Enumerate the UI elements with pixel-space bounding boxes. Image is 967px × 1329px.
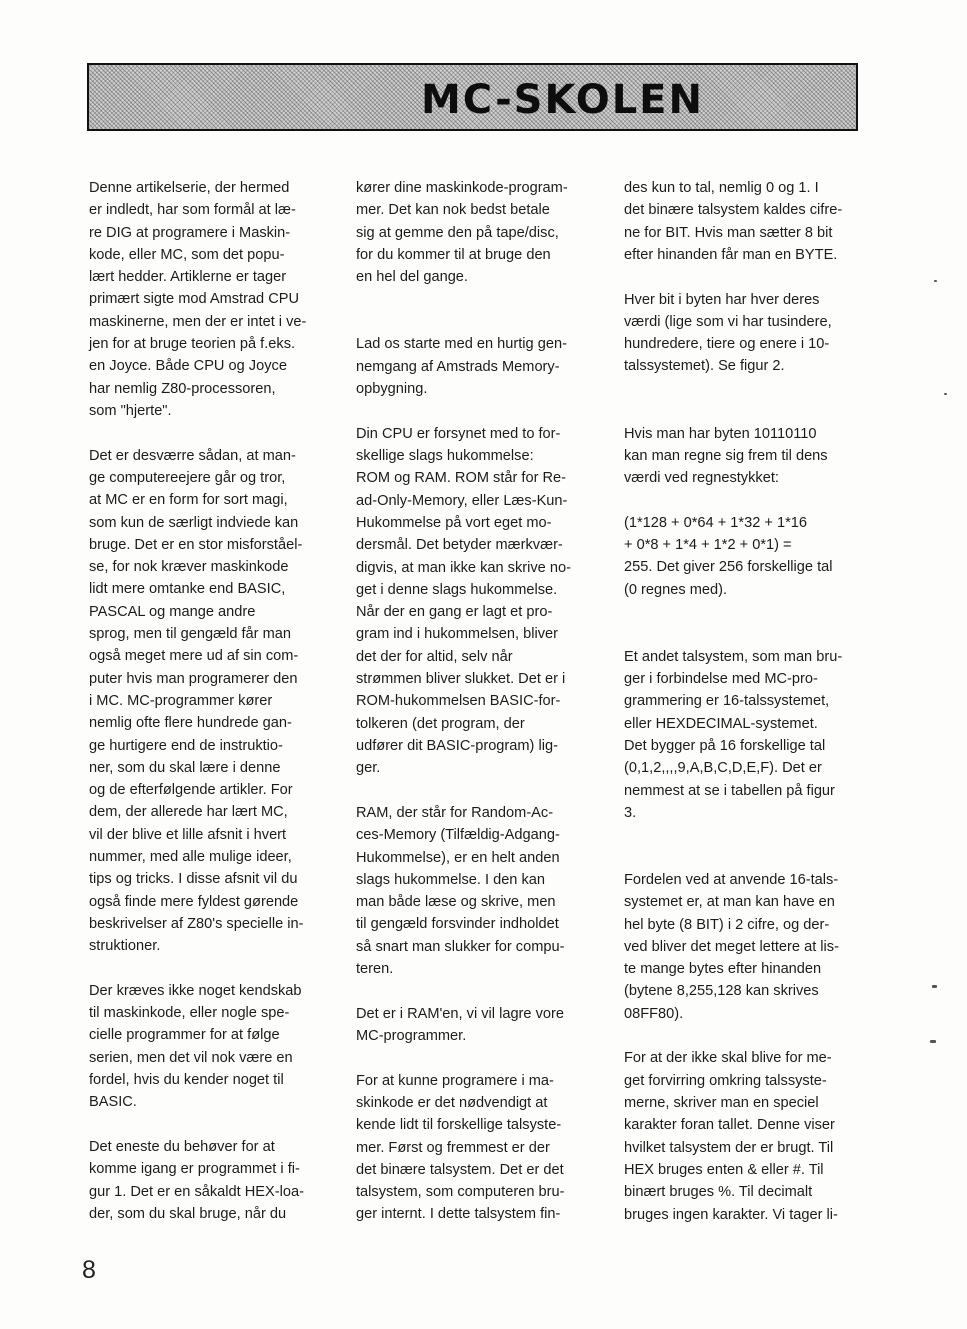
text-column-3 xyxy=(624,177,864,1226)
scan-speck xyxy=(932,985,937,988)
scan-speck xyxy=(934,280,937,282)
paragraph: Et andet talsystem, som man bru- ger i forbindelse med MC-pro- grammering er 16-talssystemet, eller HEXDECIMAL-systemet. Det bygger på 16 forskellige tal (0,1,2,,,,9,A,B,C,D,E,F). Det er nemmest at se i tabellen på figur 3. xyxy=(624,648,843,821)
paragraph: Lad os starte med en hurtig gen- nemgang af Amstrads Memory- opbygning. xyxy=(356,336,567,398)
text-column-2 xyxy=(356,177,596,1226)
paragraph: Hver bit i byten har hver deres værdi (lige som vi har tusindere, hundredere, tiere og enere i 10- talssystemet). Se figur 2. xyxy=(624,291,832,375)
scan-speck xyxy=(944,393,947,395)
paragraph: Din CPU er forsynet med to for- skellige slags hukommelse: ROM og RAM. ROM står for Re- ad-Only-Memory, eller Læs-Kun- Hukommelse på vort eget mo- dersmål. Det betyder mærkvær- digvis, at man ikke kan skrive no- get i denne slags hukommelse. Når der en gang er lagt et pro- gram ind i hukommelsen, bliver det der for altid, selv når strømmen bliver slukket. Det er i ROM-hukommelsen BASIC-for- tolkeren (det program, der udfører dit BASIC-program) lig- ger. xyxy=(356,425,571,777)
paragraph: Der kræves ikke noget kendskab til maskinkode, eller nogle spe- cielle programmer for at følge serien, men det vil nok være en fordel, hvis du kender noget til BASIC. xyxy=(89,982,302,1111)
paragraph: (1*128 + 0*64 + 1*32 + 1*16 + 0*8 + 1*4 + 1*2 + 0*1) = 255. Det giver 256 forskellige tal (0 regnes med). xyxy=(624,514,833,598)
paragraph: Det er desværre sådan, at man- ge computereejere går og tror, at MC er en form for sort magi, som kun de særligt indviede kan bruge. Det er en stor misforståel- se, for nok kræver maskinkode lidt mere omtanke end BASIC, PASCAL og mange andre sprog, men til gengæld får man også meget mere ud af sin com- puter hvis man programerer den i MC. MC-programmer kører nemlig ofte flere hundrede gan- ge hurtigere end de instruktio- ner, som du skal lære i denne og de efterfølgende artikler. For dem, der allerede har lært MC, vil der blive et lille afsnit i hvert nummer, med alle mulige ideer, tips og tricks. I disse afsnit vil du også finde mere fyldest gørende beskrivelser af Z80's specielle in- struktioner. xyxy=(89,447,304,955)
paragraph: RAM, der står for Random-Ac- ces-Memory (Tilfældig-Adgang- Hukommelse), er en helt anden slags hukommelse. I den kan man både læse og skrive, men til gengæld forsvinder indholdet så snart man slukker for compu- teren. xyxy=(356,804,565,977)
paragraph: Det eneste du behøver for at komme igang er programmet i fi- gur 1. Det er en såkaldt HEX-loa- der, som du skal bruge, når du xyxy=(89,1139,304,1222)
paragraph: For at kunne programere i ma- skinkode er det nødvendigt at kende lidt til forskellige talsyste- mer. Først og fremmest er der det binære talsystem. Det er det talsystem, som computeren bru- ger internt. I dette talsystem fin- xyxy=(356,1072,565,1223)
paragraph: For at der ikke skal blive for me- get forvirring omkring talssyste- merne, skriver man en speciel karakter foran tallet. Denne viser hvilket talsystem der er brugt. Til HEX bruges enten & eller #. Til binært bruges %. Til decimalt bruges ingen karakter. Vi tager li- xyxy=(624,1050,838,1223)
paragraph: Denne artikelserie, der hermed er indledt, har som formål at læ- re DIG at programere i Maskin- kode, eller MC, som det popu- lært hedder. Artiklerne er tager primært sigte mod Amstrad CPU maskinerne, men der er intet i ve- jen for at bruge teorien på f.eks. en Joyce. Både CPU og Joyce har nemlig Z80-processoren, som "hjerte". xyxy=(89,180,307,419)
paragraph: kører dine maskinkode-program- mer. Det kan nok bedst betale sig at gemme den på tape/disc, for du kommer til at bruge den en hel del gange. xyxy=(356,180,568,286)
page-title: MC-SKOLEN xyxy=(421,77,704,123)
paragraph: Det er i RAM'en, vi vil lagre vore MC-programmer. xyxy=(356,1005,564,1044)
header-banner xyxy=(87,63,858,131)
paragraph: Fordelen ved at anvende 16-tals- systemet er, at man kan have en hel byte (8 BIT) i 2 cifre, og der- ved bliver det meget lettere at lis- te mange bytes efter hinanden (bytene 8,255,128 kan skrives 08FF80). xyxy=(624,872,839,1022)
text-column-1 xyxy=(89,177,329,1225)
scan-speck xyxy=(930,1040,936,1043)
paragraph: Hvis man har byten 10110110 kan man regne sig frem til dens værdi ved regnestykket: xyxy=(624,425,828,487)
page-number: 8 xyxy=(82,1256,96,1284)
paragraph: des kun to tal, nemlig 0 og 1. I det binære talsystem kaldes cifre- ne for BIT. Hvis man sætter 8 bit efter hinanden får man en BYTE. xyxy=(624,180,843,263)
